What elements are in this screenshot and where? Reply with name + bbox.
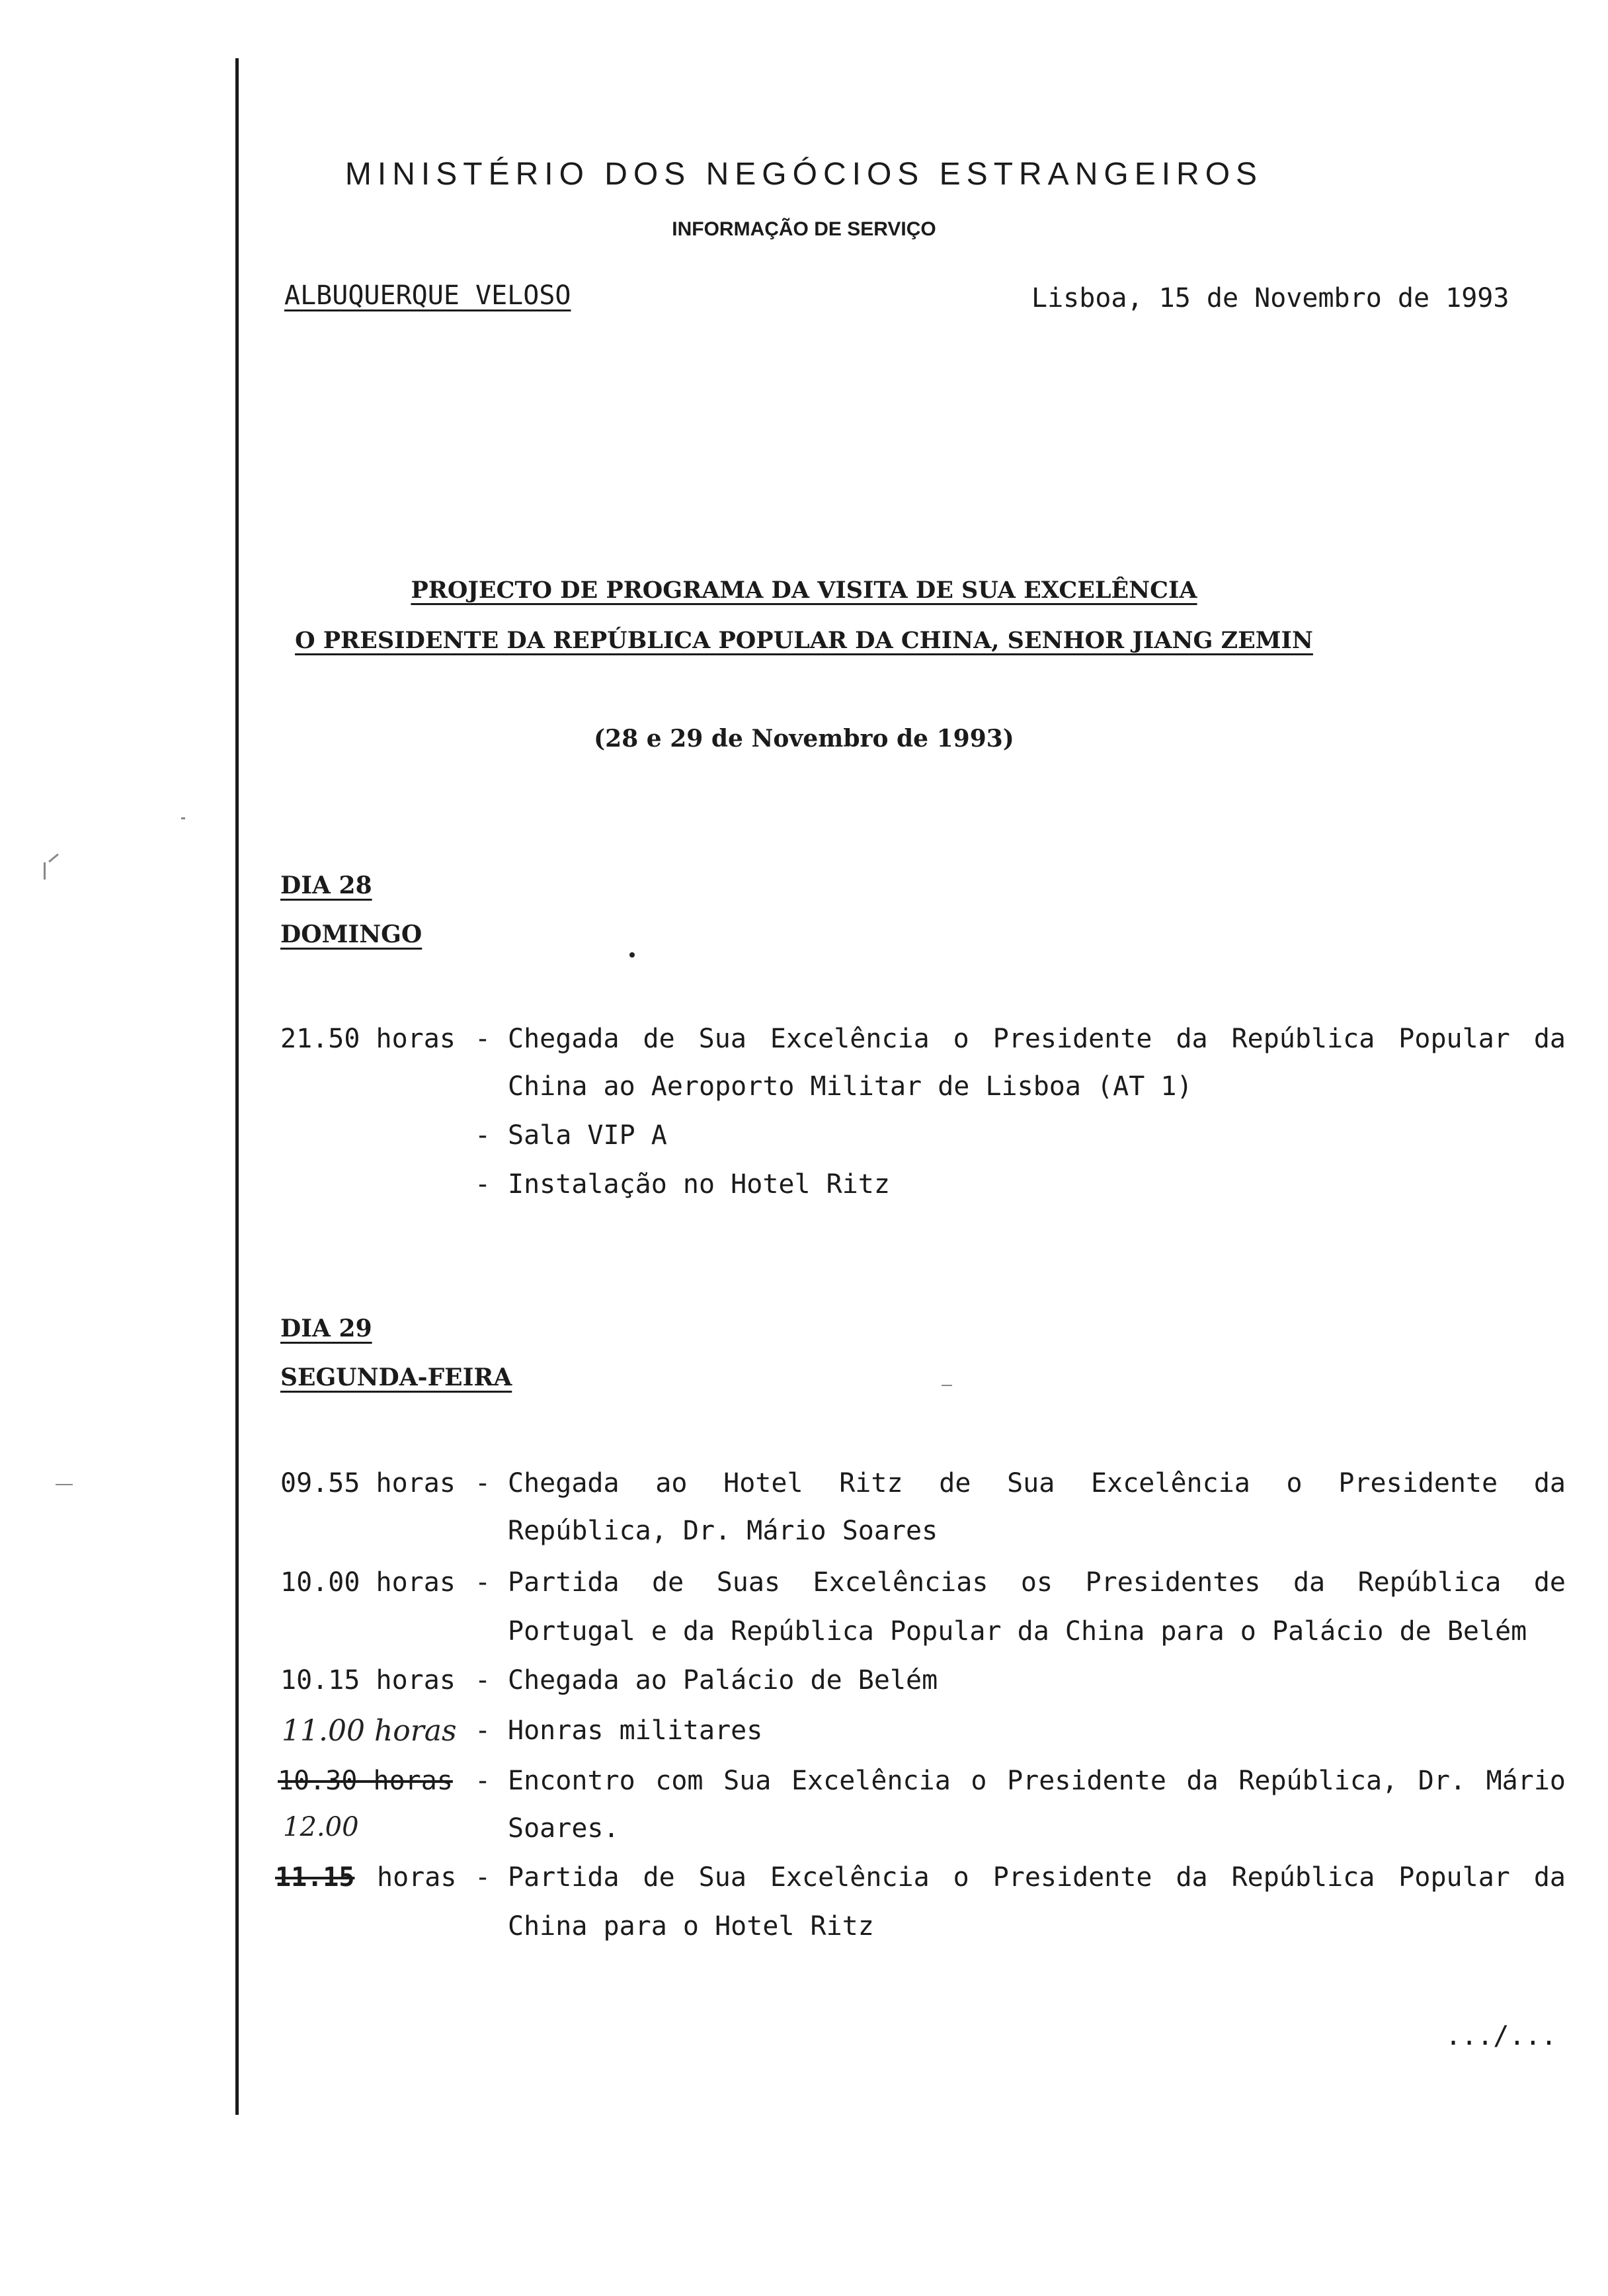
schedule-text-line: Partida de Suas Excelências os Presidentes da República de	[508, 1567, 1566, 1598]
schedule-text-line: Encontro com Sua Excelência o Presidente da República, Dr. Mário	[508, 1766, 1566, 1796]
day-28-weekday: DOMINGO	[280, 921, 422, 948]
schedule-time: 10.15 horas	[280, 1665, 456, 1696]
schedule-dash: -	[475, 1567, 491, 1598]
schedule-text-line: Chegada de Sua Excelência o Presidente da República Popular da	[508, 1024, 1566, 1054]
title-line-1: PROJECTO DE PROGRAMA DA VISITA DE SUA EXCELÊNCIA	[411, 577, 1197, 604]
day-29-label: DIA 29	[280, 1315, 372, 1342]
schedule-dash: -	[475, 1665, 491, 1696]
visit-dates: (28 e 29 de Novembro de 1993)	[594, 725, 1014, 753]
day-29-weekday: SEGUNDA-FEIRA	[280, 1364, 512, 1391]
continuation-mark: .../...	[1445, 2021, 1557, 2051]
schedule-dash: -	[475, 1120, 491, 1151]
schedule-text-line: Partida de Sua Excelência o Presidente da República Popular da	[508, 1862, 1566, 1893]
scan-mark	[181, 817, 185, 819]
schedule-text-line: Sala VIP A	[508, 1120, 667, 1151]
struck-time: 10.30 horas	[278, 1766, 453, 1796]
schedule-text-line: Chegada ao Palácio de Belém	[508, 1665, 938, 1696]
handwritten-time: 12.00	[283, 1812, 359, 1842]
margin-line	[235, 58, 239, 2115]
schedule-time: 10.00 horas	[280, 1567, 456, 1598]
schedule-text-line: Portugal e da República Popular da China para o Palácio de Belém	[508, 1616, 1527, 1647]
schedule-dash: -	[475, 1862, 491, 1893]
ink-dot	[629, 952, 635, 958]
schedule-dash: -	[475, 1169, 491, 1200]
ministry-heading: MINISTÉRIO DOS NEGÓCIOS ESTRANGEIROS	[344, 157, 1264, 192]
schedule-text-line: Soares.	[508, 1813, 620, 1844]
schedule-dash: -	[475, 1766, 491, 1796]
schedule-dash: -	[475, 1468, 491, 1498]
schedule-time: 09.55 horas	[280, 1468, 456, 1498]
schedule-dash: -	[475, 1715, 491, 1746]
schedule-time: 21.50 horas	[280, 1024, 456, 1054]
schedule-text-line: Honras militares	[508, 1715, 763, 1746]
schedule-text-line: China ao Aeroporto Militar de Lisboa (AT 1)	[508, 1071, 1193, 1102]
scan-mark	[56, 1484, 73, 1485]
author-name: ALBUQUERQUE VELOSO	[284, 280, 571, 311]
day-28-label: DIA 28	[280, 872, 372, 899]
schedule-text-line: China para o Hotel Ritz	[508, 1911, 874, 1942]
scan-mark	[44, 862, 46, 880]
scan-mark	[942, 1385, 952, 1386]
schedule-dash: -	[475, 1024, 491, 1054]
title-line-2: O PRESIDENTE DA REPÚBLICA POPULAR DA CHINA, SENHOR JIANG ZEMIN	[295, 627, 1313, 654]
scan-mark	[48, 854, 59, 863]
schedule-text-line: República, Dr. Mário Soares	[508, 1516, 938, 1546]
place-date: Lisboa, 15 de Novembro de 1993	[1031, 283, 1509, 313]
struck-time: 11.15	[275, 1862, 355, 1893]
schedule-time-suffix: horas	[377, 1862, 457, 1893]
handwritten-time: 11.00 horas	[282, 1714, 457, 1748]
info-subheading: INFORMAÇÃO DE SERVIÇO	[672, 218, 936, 240]
schedule-text-line: Instalação no Hotel Ritz	[508, 1169, 890, 1200]
schedule-text-line: Chegada ao Hotel Ritz de Sua Excelência o Presidente da	[508, 1468, 1566, 1498]
